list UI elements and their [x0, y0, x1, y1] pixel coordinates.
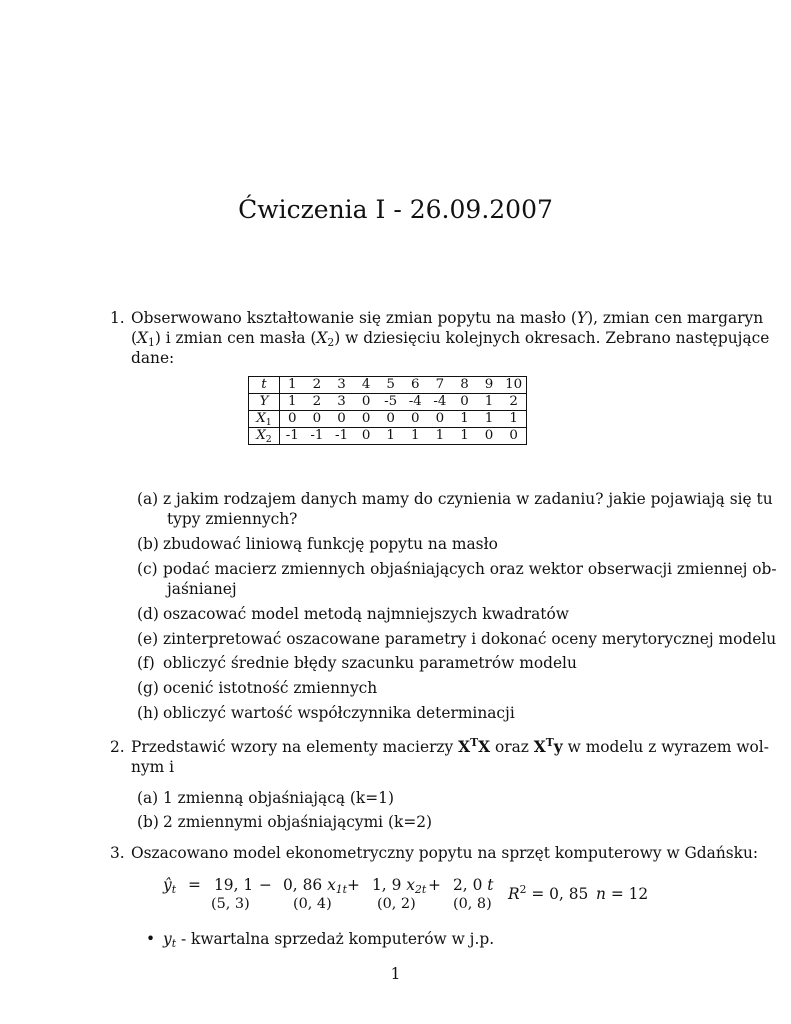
table-cell: 0 — [280, 411, 305, 428]
table-cell: 3 — [329, 377, 354, 394]
subitem-text: 1 zmienną objaśniającą (k=1) — [163, 789, 394, 807]
eq-term1: 0, 86 $x_{1t}$ — [283, 876, 347, 896]
eq-c0: 19, 1 — [214, 876, 254, 894]
table-row — [249, 394, 527, 411]
table-row — [249, 428, 527, 445]
eq-n: n = 12 — [596, 885, 649, 903]
subitem-text: podać macierz zmiennych objaśniających oraz wektor obserwacji zmiennej ob- jaśnianej — [163, 560, 777, 598]
subitem-text: obliczyć wartość współczynnika determinacji — [163, 704, 515, 722]
table-cell: -4 — [403, 394, 428, 411]
table-cell: -1 — [305, 428, 330, 445]
table-cell: 0 — [354, 428, 379, 445]
problem-1-line-2: $(X_1)$ i zmian cen masła $(X_2)$ w dziesięciu kolejnych okresach. Zebrano następujące — [131, 329, 770, 349]
table-cell: 1 — [280, 377, 305, 394]
eq-se2: (0, 2) — [377, 896, 416, 912]
subitem-label: (g) — [137, 679, 159, 697]
eq-r2: $R^2 = 0$, 85 — [508, 883, 589, 903]
p2-text-b: oraz — [494, 738, 529, 756]
eq-term2: 1, 9 $x_{2t}$ — [372, 876, 427, 896]
subitem-label: (a) — [137, 789, 159, 807]
table-cell: -4 — [428, 394, 453, 411]
subitem-text: zbudować liniową funkcję popytu na masło — [163, 535, 498, 553]
problem-1-line-3: dane: — [131, 349, 175, 367]
subitem-label: (c) — [137, 560, 158, 578]
subitem-text: 2 zmiennymi objaśniającymi (k=2) — [163, 813, 433, 831]
table-row-header: $X_2$ — [249, 428, 280, 445]
table-cell: 8 — [452, 377, 477, 394]
eq-se0: (5, 3) — [211, 896, 250, 912]
table-cell: 0 — [329, 411, 354, 428]
table-cell: 2 — [501, 394, 526, 411]
table-cell: 6 — [403, 377, 428, 394]
table-cell: 1 — [477, 394, 502, 411]
table-cell: -5 — [378, 394, 403, 411]
table-cell: 2 — [305, 377, 330, 394]
problem-2-number: 2. — [110, 738, 125, 756]
table-cell: 0 — [428, 411, 453, 428]
eq-se1: (0, 4) — [293, 896, 332, 912]
table-cell: 3 — [329, 394, 354, 411]
table-cell: 9 — [477, 377, 502, 394]
problem-2-line-2: nym i — [131, 758, 175, 776]
table-cell: 0 — [501, 428, 526, 445]
table-row-header: t — [249, 377, 280, 394]
problem-1-number: 1. — [110, 309, 125, 327]
table-cell: 1 — [452, 428, 477, 445]
eq-lhs: $ŷ_t$ — [163, 876, 177, 896]
table-cell: 1 — [403, 428, 428, 445]
p2-text-c: w modelu z wyrazem wol- — [567, 738, 769, 756]
table-row-header: Y — [249, 394, 280, 411]
subitem-label: (a) — [137, 490, 159, 508]
table-cell: -1 — [280, 428, 305, 445]
table-cell: 2 — [305, 394, 330, 411]
subitem-text: ocenić istotność zmiennych — [163, 679, 378, 697]
subitem-text: oszacować model metodą najmniejszych kwadratów — [163, 605, 569, 623]
table-cell: 0 — [354, 411, 379, 428]
subitem-text: zinterpretować oszacowane parametry i dokonać oceny merytorycznej modelu — [163, 630, 777, 648]
subitem-label: (e) — [137, 630, 159, 648]
bullet-item: $y_t$ - kwartalna sprzedaż komputerów w j.p. — [163, 930, 495, 950]
table-cell: -1 — [329, 428, 354, 445]
subitem-label: (f) — [137, 654, 155, 672]
eq-se3: (0, 8) — [453, 896, 492, 912]
problem-3-text: Oszacowano model ekonometryczny popytu na sprzęt komputerowy w Gdańsku: — [131, 844, 759, 862]
subitem-label: (d) — [137, 605, 159, 623]
table-cell: 10 — [501, 377, 526, 394]
table-cell: 1 — [280, 394, 305, 411]
problem-2-line-1 — [131, 736, 769, 757]
subitem-label: (b) — [137, 813, 159, 831]
table-cell: 1 — [477, 411, 502, 428]
table-cell: 0 — [477, 428, 502, 445]
table-cell: 0 — [378, 411, 403, 428]
problem-3-number: 3. — [110, 844, 125, 862]
eq-term3: 2, 0 t — [453, 876, 494, 894]
table-cell: 0 — [305, 411, 330, 428]
eq-equals: = — [188, 876, 201, 894]
bullet-icon: • — [146, 930, 156, 948]
table-row-header: $X_1$ — [249, 411, 280, 428]
table-cell: 1 — [378, 428, 403, 445]
subitem-text: z jakim rodzajem danych mamy do czynienia w zadaniu? jakie pojawiają się tu typy zmiennych? — [163, 490, 773, 528]
subitem-label: (h) — [137, 704, 159, 722]
table-row — [249, 377, 527, 394]
data-table — [248, 376, 527, 445]
problem-1-text — [131, 308, 770, 368]
table-cell: 0 — [354, 394, 379, 411]
page-number: 1 — [390, 965, 401, 983]
table-cell: 1 — [501, 411, 526, 428]
eq-op1: − — [259, 876, 272, 894]
subitem-text: obliczyć średnie błędy szacunku parametrów modelu — [163, 654, 577, 672]
p2-text-a: Przedstawić wzory na elementy macierzy — [131, 738, 454, 756]
subitem-label: (b) — [137, 535, 159, 553]
table-cell: 0 — [403, 411, 428, 428]
table-cell: 1 — [428, 428, 453, 445]
problem-1-line-1: Obserwowano kształtowanie się zmian popytu na masło (Y), zmian cen margaryn — [131, 309, 764, 327]
eq-op3: + — [428, 876, 441, 894]
matrix-xty: $X^Ty$ — [533, 736, 563, 756]
table-row — [249, 411, 527, 428]
table-cell: 0 — [452, 394, 477, 411]
document-title: Ćwiczenia I - 26.09.2007 — [238, 195, 553, 224]
table-cell: 7 — [428, 377, 453, 394]
table-cell: 5 — [378, 377, 403, 394]
problem-2-text — [131, 736, 769, 777]
table-cell: 4 — [354, 377, 379, 394]
eq-op2: + — [347, 876, 360, 894]
table-cell: 1 — [452, 411, 477, 428]
matrix-xtx: $X^TX$ — [458, 736, 491, 756]
